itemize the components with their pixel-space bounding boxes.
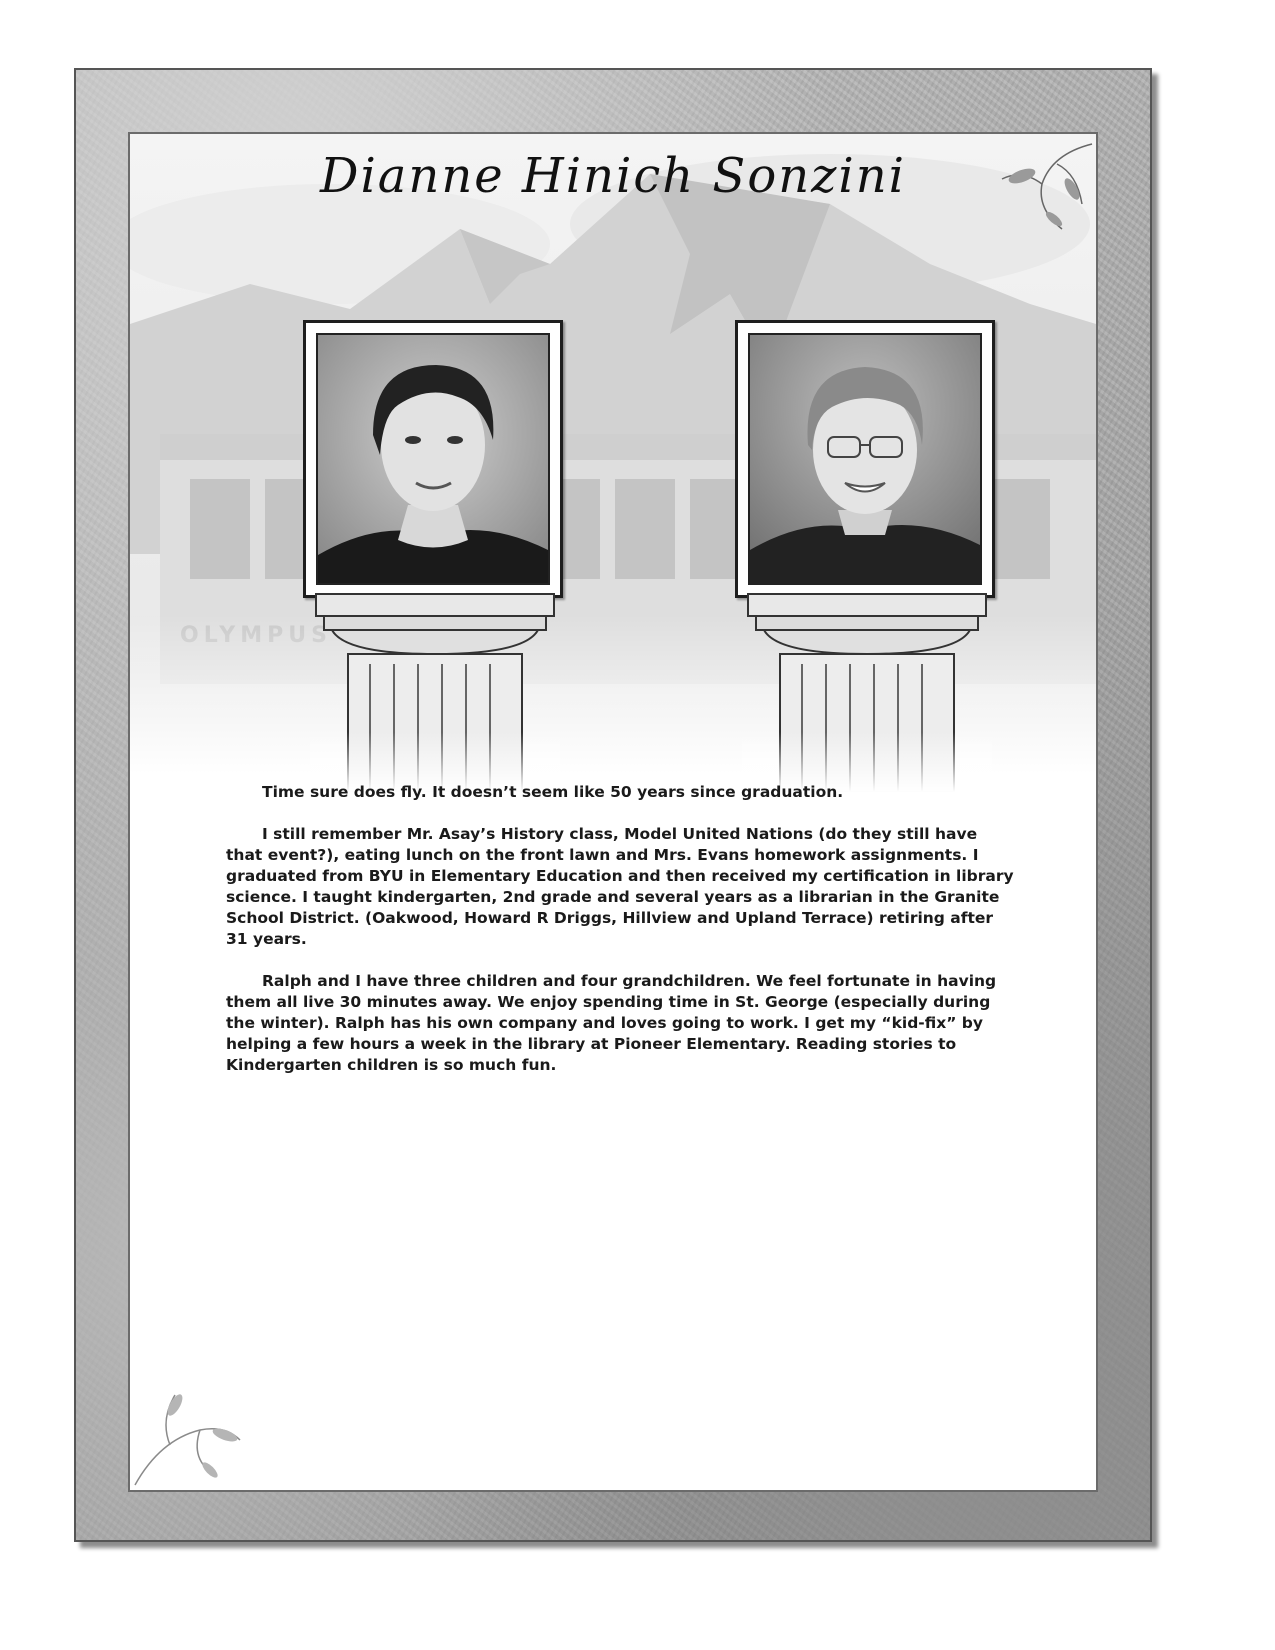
current-photo [735,320,995,598]
portrait-young-woman-icon [316,333,550,585]
grunge-border-frame [74,68,1152,1542]
paragraph-family: Ralph and I have three children and four grandchildren. We feel fortunate in having them all live 30 minutes away. We enjoy spending time in St. George (especially during the winter). Ralph has his own company and loves going to work. I get my “kid-fix” by helping a few hours a week in the library at Pioneer Elementary. Reading stories to Kindergarten children is so much fun. [226,972,997,1074]
yearbook-photo [303,320,563,598]
floral-flourish-icon [982,134,1094,244]
paragraph-intro: Time sure does fly. It doesn’t seem like 50 years since graduation. [262,783,844,801]
right-column-pedestal [742,592,992,792]
floral-flourish-icon [130,1370,250,1490]
page-content-area [128,132,1098,1492]
paragraph-school-memories: I still remember Mr. Asay’s History class, Model United Nations (do they still have that event?), eating lunch on the front lawn and Mrs. Evans homework assignments. I graduated from BYU in Elementary Education and then received my certification in library science. I taught kindergarten, 2nd grade and several years as a librarian in the Granite School District. (Oakwood, Howard R Driggs, Hillview and Upland Terrace) retiring after 31 years. [226,825,1014,948]
left-column-pedestal [310,592,560,792]
biography-text [226,782,1016,1097]
page-title: Dianne Hinich Sonzini [319,148,907,204]
portrait-older-woman-glasses-icon [748,333,982,585]
